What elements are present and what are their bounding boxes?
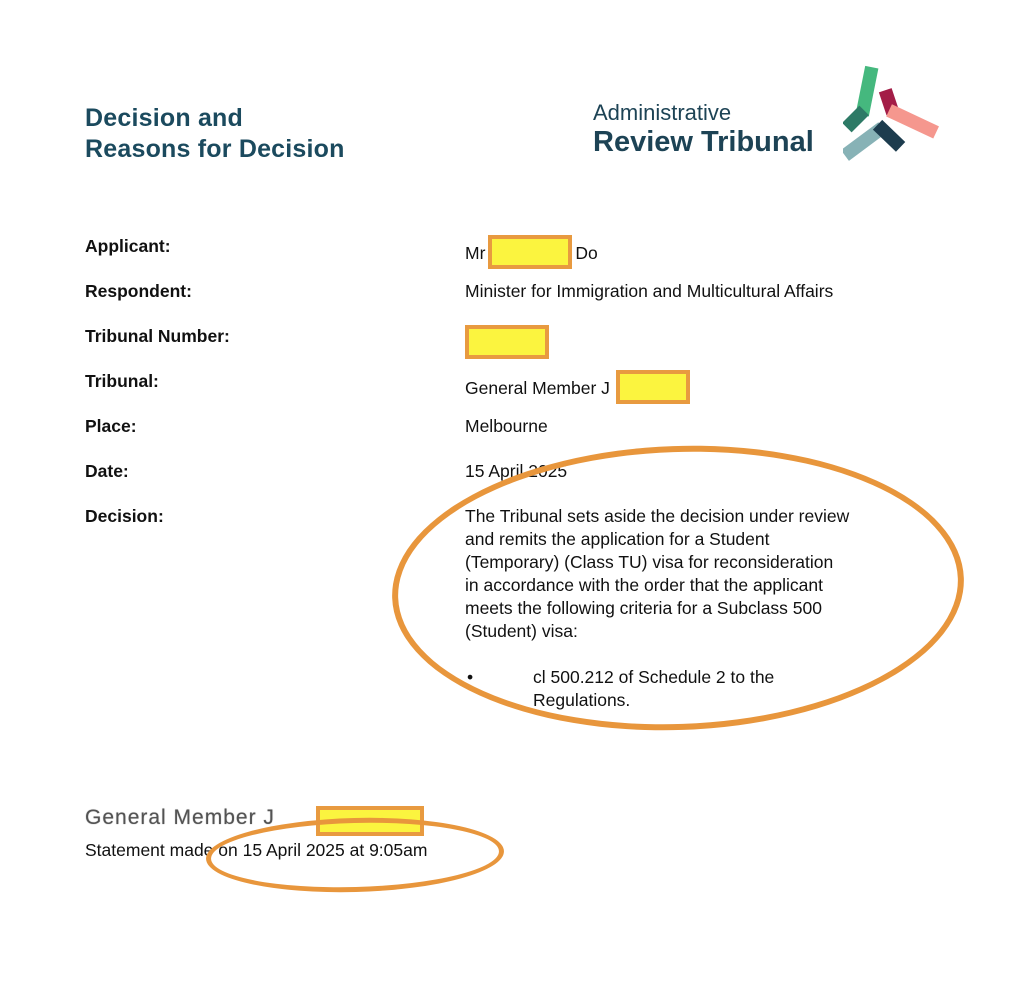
decision-line: (Temporary) (Class TU) visa for reconsideration (465, 552, 834, 572)
field-label-respondent: Respondent: (85, 281, 192, 301)
page-title-line2: Reasons for Decision (85, 135, 345, 163)
applicant-prefix: Mr (465, 243, 486, 263)
decision-bullet-line: Regulations. (533, 690, 631, 710)
logo-wordmark-line2: Review Tribunal (593, 126, 814, 158)
decision-line: and remits the application for a Student (465, 529, 770, 549)
decision-bullet-line: cl 500.212 of Schedule 2 to the (533, 667, 775, 687)
field-label-decision: Decision: (85, 506, 164, 526)
field-label-tribunal-number: Tribunal Number: (85, 326, 230, 346)
field-label-place: Place: (85, 416, 137, 436)
tribunal-member-prefix: General Member J (465, 378, 610, 398)
decision-bullet-text (533, 666, 935, 712)
redaction-highlight-tribunal-number (465, 325, 549, 359)
decision-line: The Tribunal sets aside the decision under review (465, 506, 850, 526)
applicant-suffix: Do (575, 243, 598, 263)
decision-bullet-item (465, 666, 935, 712)
field-value-date: 15 April 2025 (465, 461, 568, 481)
redaction-highlight-tribunal (616, 370, 690, 404)
field-value-place: Melbourne (465, 416, 548, 436)
field-value-tribunal-number (465, 325, 549, 359)
field-value-applicant (465, 235, 598, 269)
bullet-dot-icon: • (467, 667, 474, 687)
field-label-tribunal: Tribunal: (85, 371, 159, 391)
field-label-applicant: Applicant: (85, 236, 171, 256)
page-title-line1: Decision and (85, 104, 243, 132)
signature-name: General Member J (85, 806, 275, 829)
redaction-highlight-signature (316, 806, 424, 836)
logo-wordmark-line1: Administrative (593, 100, 732, 125)
tribunal-logo-icon (843, 60, 939, 178)
field-value-tribunal (465, 370, 690, 404)
logo-wordmark (593, 101, 814, 158)
field-value-respondent: Minister for Immigration and Multicultural Affairs (465, 281, 834, 301)
field-label-date: Date: (85, 461, 129, 481)
decision-line: in accordance with the order that the applicant (465, 575, 823, 595)
signature-statement: Statement made on 15 April 2025 at 9:05am (85, 840, 428, 860)
page-title (85, 103, 345, 165)
field-value-decision (465, 505, 935, 712)
decision-line: meets the following criteria for a Subclass 500 (465, 598, 822, 618)
decision-line: (Student) visa: (465, 621, 578, 641)
redaction-highlight-applicant (488, 235, 572, 269)
